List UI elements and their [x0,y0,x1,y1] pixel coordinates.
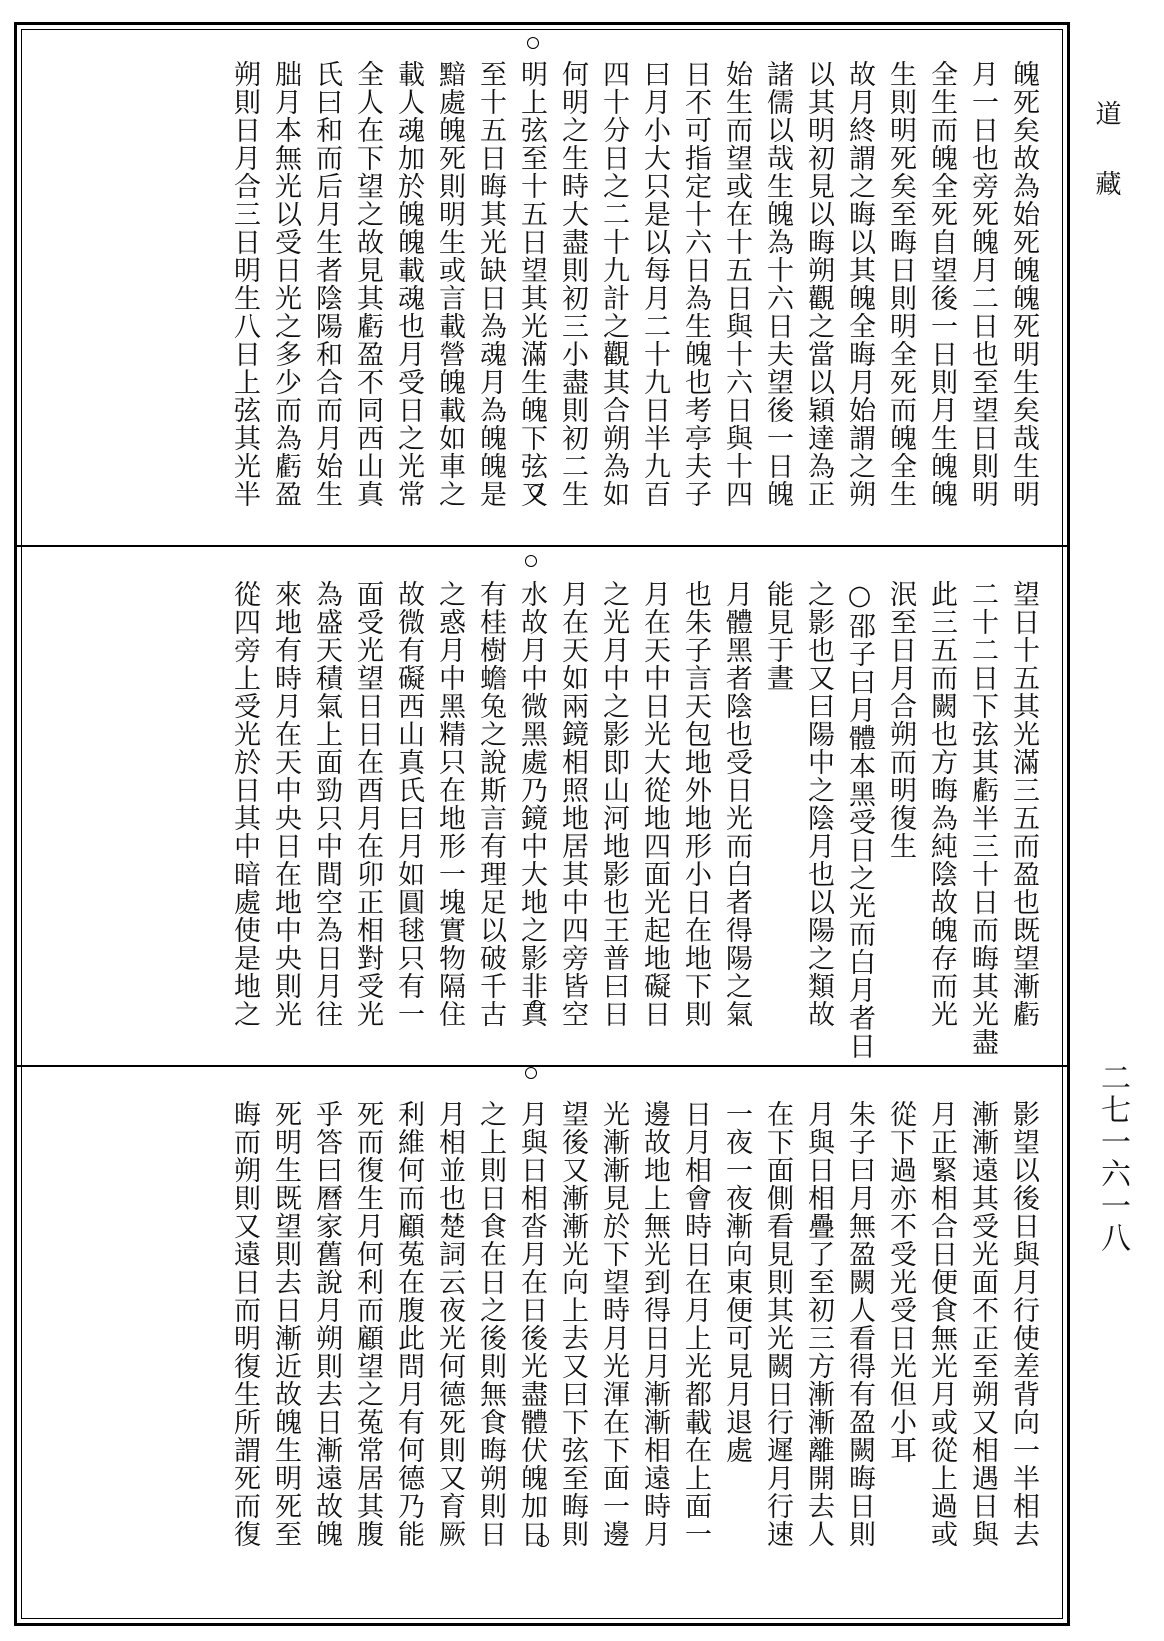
text-column: 邊故地上無光到得日月漸漸相遠時月 [639,1100,670,1548]
text-column: 朔則日月合三日明生八日上弦其光半 [229,60,260,508]
text-column: 望後又漸漸光向上去又曰下弦至晦則 [557,1100,588,1548]
text-column: 何明之生時大盡則初三小盡則初二生 [557,60,588,508]
text-column: 日月相會時日在月上光都載在上面一 [680,1100,711,1548]
circle-marker-icon [525,1067,537,1079]
text-column: 望日十五其光滿三五而盈也既望漸虧 [1008,580,1039,1028]
text-column: 月一日也旁死魄月二日也至望日則明 [967,60,998,508]
text-column: 利維何而顧菟在腹此問月有何德乃能 [393,1100,424,1548]
text-column: 能見于晝 [762,580,793,692]
text-column: 死明生既望則去日漸近故魄生明死至 [270,1100,301,1548]
text-column: 明上弦至十五日望其光滿生魄下弦又 [516,60,547,508]
text-column: 為盛天積氣上面勁只中間空為日月往 [311,580,342,1028]
text-column: 故微有礙西山真氏曰月如圓毬只有一 [393,580,424,1028]
text-column: 月正緊相合日便食無光月或從上過或 [926,1100,957,1548]
text-panel-3 [17,1100,1067,1570]
circle-marker-icon [530,485,542,497]
text-column: 之影也又曰陽中之陰月也以陽之類故 [803,580,834,1028]
circle-marker-icon [530,1000,542,1012]
text-column: 故月終謂之晦以其魄全晦月始謂之朔 [844,60,875,508]
text-column: 朏月本無光以受日光之多少而為虧盈 [270,60,301,508]
text-column: 面受光望日日在酉月在卯正相對受光 [352,580,383,1028]
page-frame [14,22,1070,1626]
text-column: 以其明初見以晦朔觀之當以穎達為正 [803,60,834,508]
text-column: 全人在下望之故見其虧盈不同西山真 [352,60,383,508]
text-column: 也朱子言天包地外地形小日在地下則 [680,580,711,1028]
text-column: 乎答曰曆家舊說月朔則去日漸遠故魄 [311,1100,342,1548]
text-column: 日不可指定十六日為生魄也考亭夫子 [680,60,711,508]
circle-marker-icon [537,1535,549,1547]
text-column: 之光月中之影即山河地影也王普曰日 [598,580,629,1028]
text-column: 一夜一夜漸向東便可見月退處 [721,1100,752,1464]
text-column: 月與日相疊了至初三方漸漸離開去人 [803,1100,834,1548]
text-column: ○邵子曰月體本黑受日之光而白月者日 [844,580,875,1060]
collection-title: 道藏 [1091,100,1121,240]
text-column: 月與日相沓月在日後光盡體伏魄加日 [516,1100,547,1548]
text-column: 光漸漸見於下望時月光渾在下面一邊 [598,1100,629,1548]
page-number: 二七一六一八 [1095,1062,1130,1254]
text-column: 泯至日月合朔而明復生 [885,580,916,860]
text-column: 始生而望或在十五日與十六日與十四 [721,60,752,508]
text-column: 此三五而闕也方晦為純陰故魄存而光 [926,580,957,1028]
text-column: 有桂樹蟾兔之說斯言有理足以破千古 [475,580,506,1028]
text-column: 朱子曰月無盈闕人看得有盈闕晦日則 [844,1100,875,1548]
text-column: 魄死矣故為始死魄魄死明生矣哉生明 [1008,60,1039,508]
text-column: 至十五日晦其光缺日為魂月為魄魄是 [475,60,506,508]
text-column: 影望以後日與月行使差背向一半相去 [1008,1100,1039,1548]
text-column: 之上則日食在日之後則無食晦朔則日 [475,1100,506,1548]
text-column: 曰月小大只是以每月二十九日半九百 [639,60,670,508]
circle-marker-icon [527,37,539,49]
text-column: 月體黑者陰也受日光而白者得陽之氣 [721,580,752,1028]
text-column: 從四旁上受光於日其中暗處使是地之 [229,580,260,1028]
text-column: 全生而魄全死自望後一日則月生魄魄 [926,60,957,508]
text-column: 月相並也楚詞云夜光何德死則又育厥 [434,1100,465,1548]
text-column: 水故月中微黑處乃鏡中大地之影非真 [516,580,547,1028]
text-column: 晦而朔則又遠日而明復生所謂死而復 [229,1100,260,1548]
text-column: 月在天如兩鏡相照地居其中四旁皆空 [557,580,588,1028]
text-column: 生則明死矣至晦日則明全死而魄全生 [885,60,916,508]
text-column: 死而復生月何利而顧望之菟常居其腹 [352,1100,383,1548]
text-panel-2 [17,580,1067,1060]
text-column: 氏曰和而后月生者陰陽和合而月始生 [311,60,342,508]
text-column: 在下面側看見則其光闕日行遲月行速 [762,1100,793,1548]
text-column: 四十分日之二十九計之觀其合朔為如 [598,60,629,508]
panel-divider [17,1065,1067,1067]
text-column: 來地有時月在天中央日在地中央則光 [270,580,301,1028]
text-column: 漸漸遠其受光面不正至朔又相遇日與 [967,1100,998,1548]
text-column: 之惑月中黑精只在地形一塊實物隔住 [434,580,465,1028]
circle-marker-icon [525,555,537,567]
text-column: 黯處魄死則明生或言載營魄載如車之 [434,60,465,508]
text-column: 月在天中日光大從地四面光起地礙日 [639,580,670,1028]
text-column: 從下過亦不受光受日光但小耳 [885,1100,916,1464]
text-column: 二十二日下弦其虧半三十日而晦其光盡 [967,580,998,1056]
panel-divider [17,545,1067,547]
text-panel-1 [17,60,1067,530]
text-column: 諸儒以哉生魄為十六日夫望後一日魄 [762,60,793,508]
text-column: 載人魂加於魄魄載魂也月受日之光常 [393,60,424,508]
